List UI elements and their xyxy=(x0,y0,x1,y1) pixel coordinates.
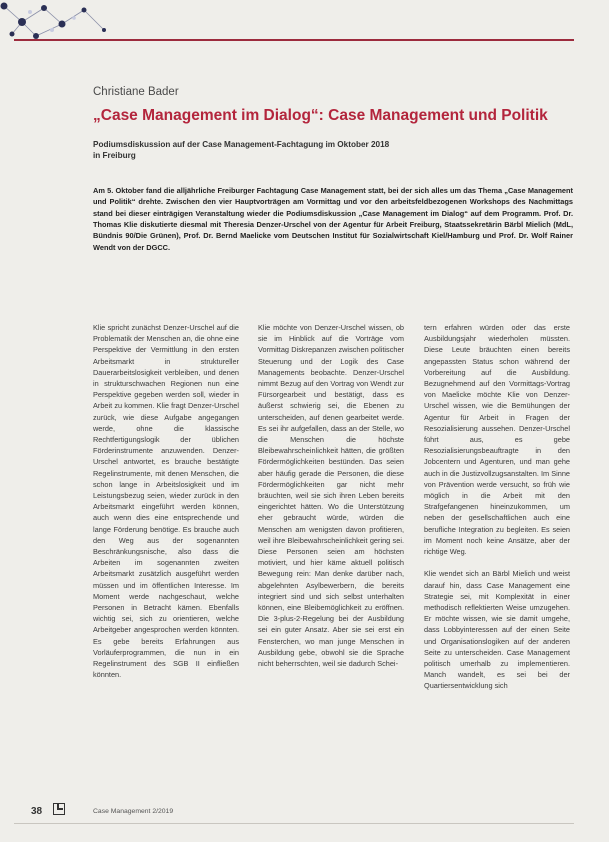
body-column-3 xyxy=(424,322,570,703)
article-title: „Case Management im Dialog“: Case Management und Politik xyxy=(93,107,548,124)
footer-rule xyxy=(14,823,574,824)
body-paragraph: tern erfahren würden oder das erste Ausbildungsjahr wiederholen müssten. Diese Leute bräuchten einen bereits angepassten Status schon während der Vorbereitung auf die Ausbildung. Bezugnehmend auf den Vormittags-Vortrag von Maelicke möchte Klie von Denzer-Urschel wissen, wie die Bemühungen der Agentur für Arbeit in Fragen der Resozialisierung aussehen. Denzer-Urschel führt aus, es gebe Resozialisierungsbeauftragte in den Jobcentern und Agenturen, und man gehe auch in die Justizvollzugsanstalten. Im Sinne von Prävention werde versucht, so früh wie möglich in die Arbeit mit den Strafgefangenen hineinzukommen, um neben der gesellschaftlichen auch eine berufliche Integration zu begleiten. Es seien im Moment noch keine Ansätze, aber der richtige Weg. xyxy=(424,323,570,557)
page-number: 38 xyxy=(31,806,43,817)
body-paragraph: Klie wendet sich an Bärbl Mielich und weist darauf hin, dass Case Management eine Strategie sei, mit Komplexität in einer methodisch reflektierten Weise umzugehen. Er möchte wissen, wie sie damit umgehe, dass Lobbyinteressen auf der einen Seite und Organisationslogiken auf der anderen Seite zu unterscheiden. Case Management politisch umerhalb zu implementieren. Manch wandelt, es sei bei der Quartiersentwicklung sich xyxy=(424,569,570,691)
molecule-decoration xyxy=(0,0,130,42)
body-paragraph: Klie spricht zunächst Denzer-Urschel auf die Problematik der Menschen an, die ohne eine Perspektive der Vermittlung in den ersten Arbeitsmarkt in struktureller Dauerarbeitslosigkeit verbleiben, und denen in strukturschwachen Regionen nun eine Perspektive gegeben werden soll, wieder in Arbeit zu kommen. Klie fragt Denzer-Urschel zurück, wie diese Aufgabe angegangen werde, ohne die klassische Rechtfertigungslogik der üblichen Förderinstrumente anzuwenden. Denzer-Urschel antwortet, es brauche bestätigte Regelinstrumente, mit denen Menschen, die schon lange in Arbeitslosigkeit und im Leistungsbezug seien, wieder zurück in den Arbeitsmarkt eingeführt werden können, auch wenn dies eine entsprechende und lange Förderung benötige. Es brauche auch den Weg aus der sogenannten Beschränkungsnische, also dass die Arbeiten im sogenannten zweiten Arbeitsmarkt zusätzlich ausgeführt werden müssen und im öffentlichen Interesse. Im Moment werde nachgeschaut, welche Personen in Betracht kämen. Ebenfalls wichtig sei, sich zu orientieren, welche Arbeitgeber angesprochen werden könnten. Es gebe bereits Erfahrungen aus Vorläuferprogrammen, die nun in ein Regelinstrument des SGB II einfließen könnten. xyxy=(93,323,239,680)
article-subtitle: Podiumsdiskussion auf der Case Management-Fachtagung im Oktober 2018 in Freiburg xyxy=(93,140,390,160)
body-column-2 xyxy=(258,322,404,680)
lead-paragraph: Am 5. Oktober fand die alljährliche Freiburger Fachtagung Case Management statt, bei der sich alles um das Thema „Case Management und Politik“ drehte. Zwischen den vier Hauptvorträgen am Vormittag und vor den arbeitsfeldbezogenen Workshops des Nachmittags stand bei dieser einträgigen Veranstaltung wieder die Podiumsdiskussion „Case Management im Dialog“ auf dem Programm. Prof. Dr. Thomas Klie diskutierte diesmal mit Theresia Denzer-Urschel von der Agentur für Arbeit Freiburg, Staatssekretärin Bärbl Mielich (MdL, Bündnis 90/Die Grünen), Prof. Dr. Bernd Maelicke vom Deutschen Institut für Sozialwirtschaft Kiel/Hamburg und Prof. Dr. Wolf Rainer Wendt von der DGCC. xyxy=(93,186,573,252)
body-column-1 xyxy=(93,322,239,692)
journal-name: Case Management 2/2019 xyxy=(93,808,174,815)
header-rule xyxy=(14,39,574,41)
author-name: Christiane Bader xyxy=(93,86,179,98)
cm-logo-icon xyxy=(53,803,65,815)
body-paragraph: Klie möchte von Denzer-Urschel wissen, ob sie im Hinblick auf die Vorträge vom Vormittag Diskrepanzen zwischen politischer Steuerung und der Logik des Case Managements beobachte. Denzer-Urschel nimmt Bezug auf den Vortrag von Wendt zur Fürsorgearbeit und bestätigt, dass es äußerst schwierig sei, die Ebenen zu unterscheiden, auf denen gearbeitet werde. Es sei ihr aufgefallen, dass an der Stelle, wo die Menschen die höchste Bleibewahrscheinlichkeit hätten, die größten Fördermöglichkeiten bestünden. Das seien aber häufig gerade die Personen, die diese Fördermöglichkeiten gar nicht mehr bräuchten, weil sie sich ihren Leben bereits eingerichtet hätten. Wo die Unterstützung eher gebraucht würde, würden die Menschen am wenigsten davon profitieren, weil ihre Bleibewahrscheinlichkeit gering sei. Diese Personen seien am höchsten motiviert, und hier käme aktuell politisch Bewegung rein: Man denke darüber nach, abgelehnten Asylbewerbern, die bereits integriert sind und sich selbst unterhalten können, eine Bleibemöglichkeit zu eröffnen. Die 3-plus-2-Regelung bei der Ausbildung sei ein guter Ansatz. Aber sie sei erst ein Fensterchen, wo man junge Menschen in Ausbildung gebe, obwohl sie die Sprache nicht beherrschten, weil sie dadurch Schei- xyxy=(258,323,404,669)
